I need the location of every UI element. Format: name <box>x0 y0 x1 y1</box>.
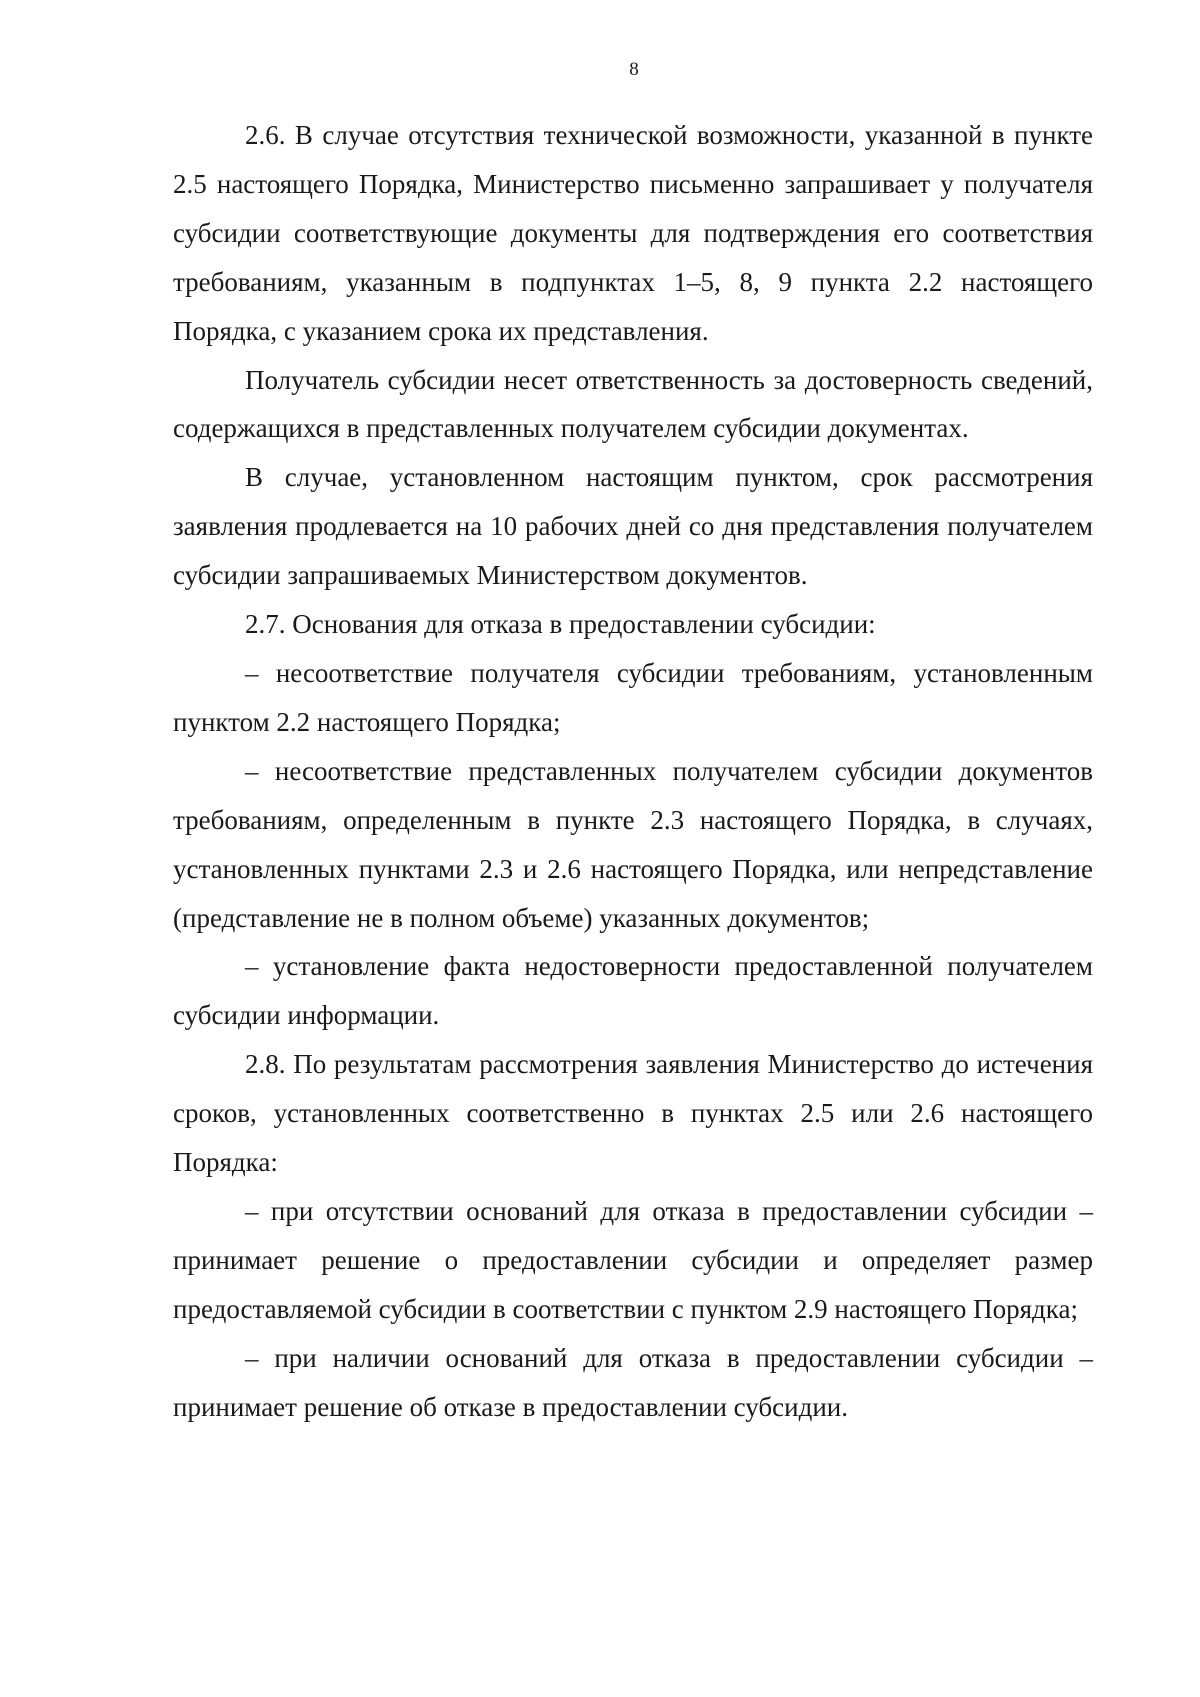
list-item-refusal-decision: – при наличии оснований для отказа в предоставлении субсидии – принимает решение об отказе в предоставлении субсидии. <box>173 1342 1093 1422</box>
list-item-noncompliance-documents: – несоответствие представленных получателем субсидии документов требованиям, определенным в пункте 2.3 настоящего Порядка, в случаях, установленных пунктами 2.3 и 2.6 настоящего Порядка, или непредставление (представление не в полном объеме) указанных документов; <box>173 755 1093 933</box>
list-item-noncompliance-recipient: – несоответствие получателя субсидии требованиям, установленным пунктом 2.2 настоящего Порядка; <box>173 657 1093 737</box>
page-number: 8 <box>629 59 639 80</box>
paragraph-review-extension: В случае, установленном настоящим пунктом, срок рассмотрения заявления продлевается на 10 рабочих дней со дня представления получателем субсидии запрашиваемых Министерством документов. <box>173 462 1093 591</box>
paragraph-2-7: 2.7. Основания для отказа в предоставлении субсидии: <box>245 609 876 640</box>
list-item-grant-decision: – при отсутствии оснований для отказа в предоставлении субсидии – принимает решение о предоставлении субсидии и определяет размер предоставляемой субсидии в соответствии с пунктом 2.9 настоящего Порядка; <box>173 1195 1093 1324</box>
paragraph-responsibility: Получатель субсидии несет ответственность за достоверность сведений, содержащихся в представленных получателем субсидии документах. <box>173 364 1093 444</box>
paragraph-2-8: 2.8. По результатам рассмотрения заявления Министерство до истечения сроков, установленных соответственно в пунктах 2.5 или 2.6 настоящего Порядка: <box>173 1049 1093 1178</box>
document-body <box>173 111 1093 1431</box>
paragraph-2-6: 2.6. В случае отсутствия технической возможности, указанной в пункте 2.5 настоящего Порядка, Министерство письменно запрашивает у получателя субсидии соответствующие документы для подтверждения его соответствия требованиям, указанным в подпунктах 1–5, 8, 9 пункта 2.2 настоящего Порядка, с указанием срока их представления. <box>173 120 1093 346</box>
list-item-false-information: – установление факта недостоверности предоставленной получателем субсидии информации. <box>173 951 1093 1031</box>
